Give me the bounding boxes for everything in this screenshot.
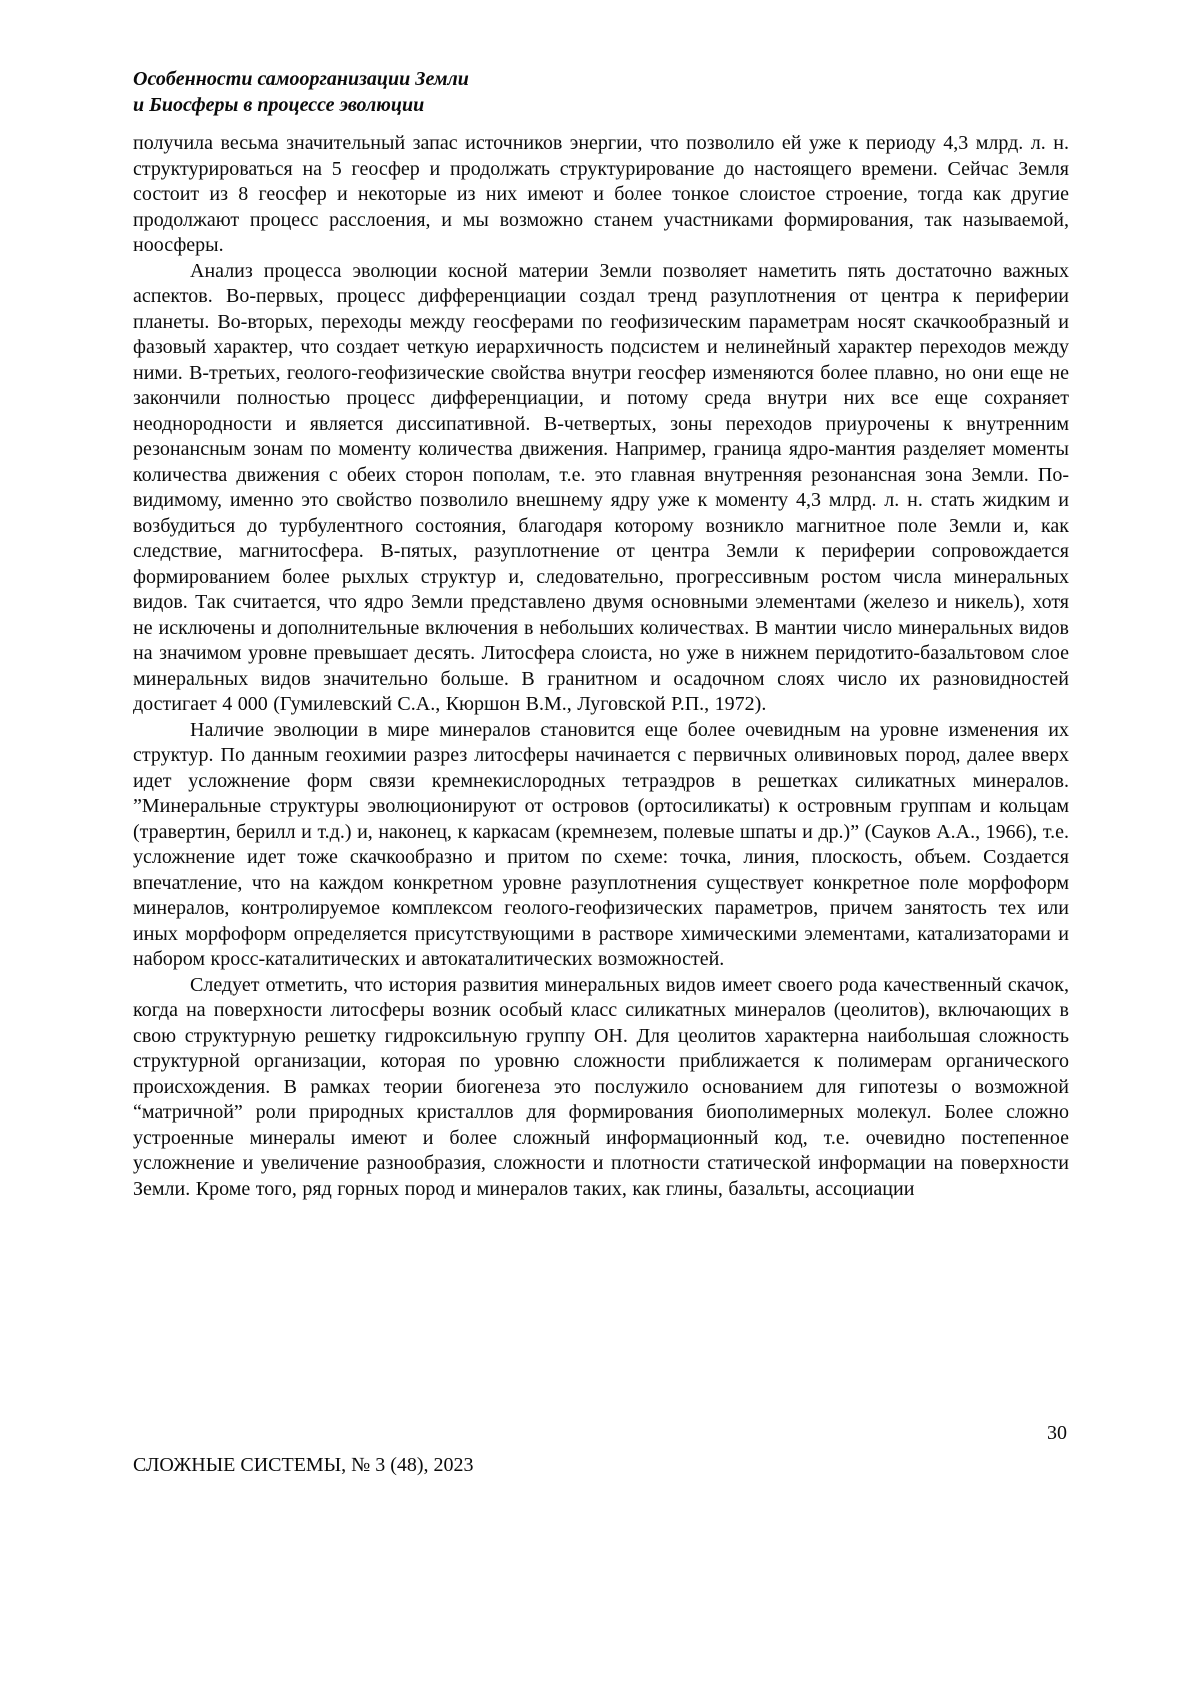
paragraph: получила весьма значительный запас источников энергии, что позволило ей уже к периоду 4,3 млрд. л. н. структурироваться на 5 геосфер и продолжать структурирование до настоящего времени. Сейчас Земля состоит из 8 геосфер и некоторые из них имеют и более тонкое слоистое строение, тогда как другие продолжают процесс расслоения, и мы возможно станем участниками формирования, так называемой, ноосферы. <box>133 132 1069 256</box>
article-body <box>133 131 1069 1202</box>
running-title-line-2: и Биосферы в процессе эволюции <box>133 94 425 116</box>
journal-footer: СЛОЖНЫЕ СИСТЕМЫ, № 3 (48), 2023 <box>133 1454 474 1476</box>
article-running-title <box>133 66 1069 118</box>
paragraph: Следует отметить, что история развития минеральных видов имеет своего рода качественный скачок, когда на поверхности литосферы возник особый класс силикатных минералов (цеолитов), включающих в свою структурную решетку гидроксильную группу ОН. Для цеолитов характерна наибольшая сложность структурной организации, которая по уровню сложности приближается к полимерам органического происхождения. В рамках теории биогенеза это послужило основанием для гипотезы о возможной “матричной” роли природных кристаллов для формирования биополимерных молекул. Более сложно устроенные минералы имеют и более сложный информационный код, т.е. очевидно постепенное усложнение и увеличение разнообразия, сложности и плотности статической информации на поверхности Земли. Кроме того, ряд горных пород и минералов таких, как глины, базальты, ассоциации <box>133 973 1069 1200</box>
running-title-line-1: Особенности самоорганизации Земли <box>133 68 469 90</box>
paragraph: Анализ процесса эволюции косной материи Земли позволяет наметить пять достаточно важных аспектов. Во-первых, процесс дифференциации создал тренд разуплотнения от центра к периферии планеты. Во-вторых, переходы между геосферами по геофизическим параметрам носят скачкообразный и фазовый характер, что создает четкую иерархичность подсистем и нелинейный характер переходов между ними. В-третьих, геолого-геофизические свойства внутри геосфер изменяются более плавно, но они еще не закончили полностью процесс дифференциации, и потому среда внутри них все еще сохраняет неоднородности и является диссипативной. В-четвертых, зоны переходов приурочены к внутренним резонансным зонам по моменту количества движения. Например, граница ядро-мантия разделяет моменты количества движения с обеих сторон пополам, т.е. это главная внутренняя резонансная зона Земли. По-видимому, именно это свойство позволило внешнему ядру уже к моменту 4,3 млрд. л. н. стать жидким и возбудиться до турбулентного состояния, благодаря которому возникло магнитное поле Земли и, как следствие, магнитосфера. В-пятых, разуплотнение от центра Земли к периферии сопровождается формированием более рыхлых структур и, следовательно, прогрессивным ростом числа минеральных видов. Так считается, что ядро Земли представлено двумя основными элементами (железо и никель), хотя не исключены и дополнительные включения в небольших количествах. В мантии число минеральных видов на значимом уровне превышает десять. Литосфера слоиста, но уже в нижнем перидотито-базальтовом слое минеральных видов значительно больше. В гранитном и осадочном слоях число их разновидностей достигает 4 000 (Гумилевский С.А., Кюршон В.М., Луговской Р.П., 1972). <box>133 259 1069 715</box>
paragraph: Наличие эволюции в мире минералов становится еще более очевидным на уровне изменения их структур. По данным геохимии разрез литосферы начинается с первичных оливиновых пород, далее вверх идет усложнение форм связи кремнекислородных тетраэдров в решетках силикатных минералов. ”Минеральные структуры эволюционируют от островов (ортосиликаты) к островным группам и кольцам (травертин, берилл и т.д.) и, наконец, к каркасам (кремнезем, полевые шпаты и др.)” (Сауков А.А., 1966), т.е. усложнение идет тоже скачкообразно и притом по схеме: точка, линия, плоскость, объем. Создается впечатление, что на каждом конкретном уровне разуплотнения существует конкретное поле морфоформ минералов, контролируемое комплексом геолого-геофизических параметров, причем занятость тех или иных морфоформ определяется присутствующими в растворе химическими элементами, катализаторами и набором кросс-каталитических и автокаталитических возможностей. <box>133 718 1069 970</box>
page-number: 30 <box>1047 1422 1067 1444</box>
page-content <box>133 66 1069 1202</box>
